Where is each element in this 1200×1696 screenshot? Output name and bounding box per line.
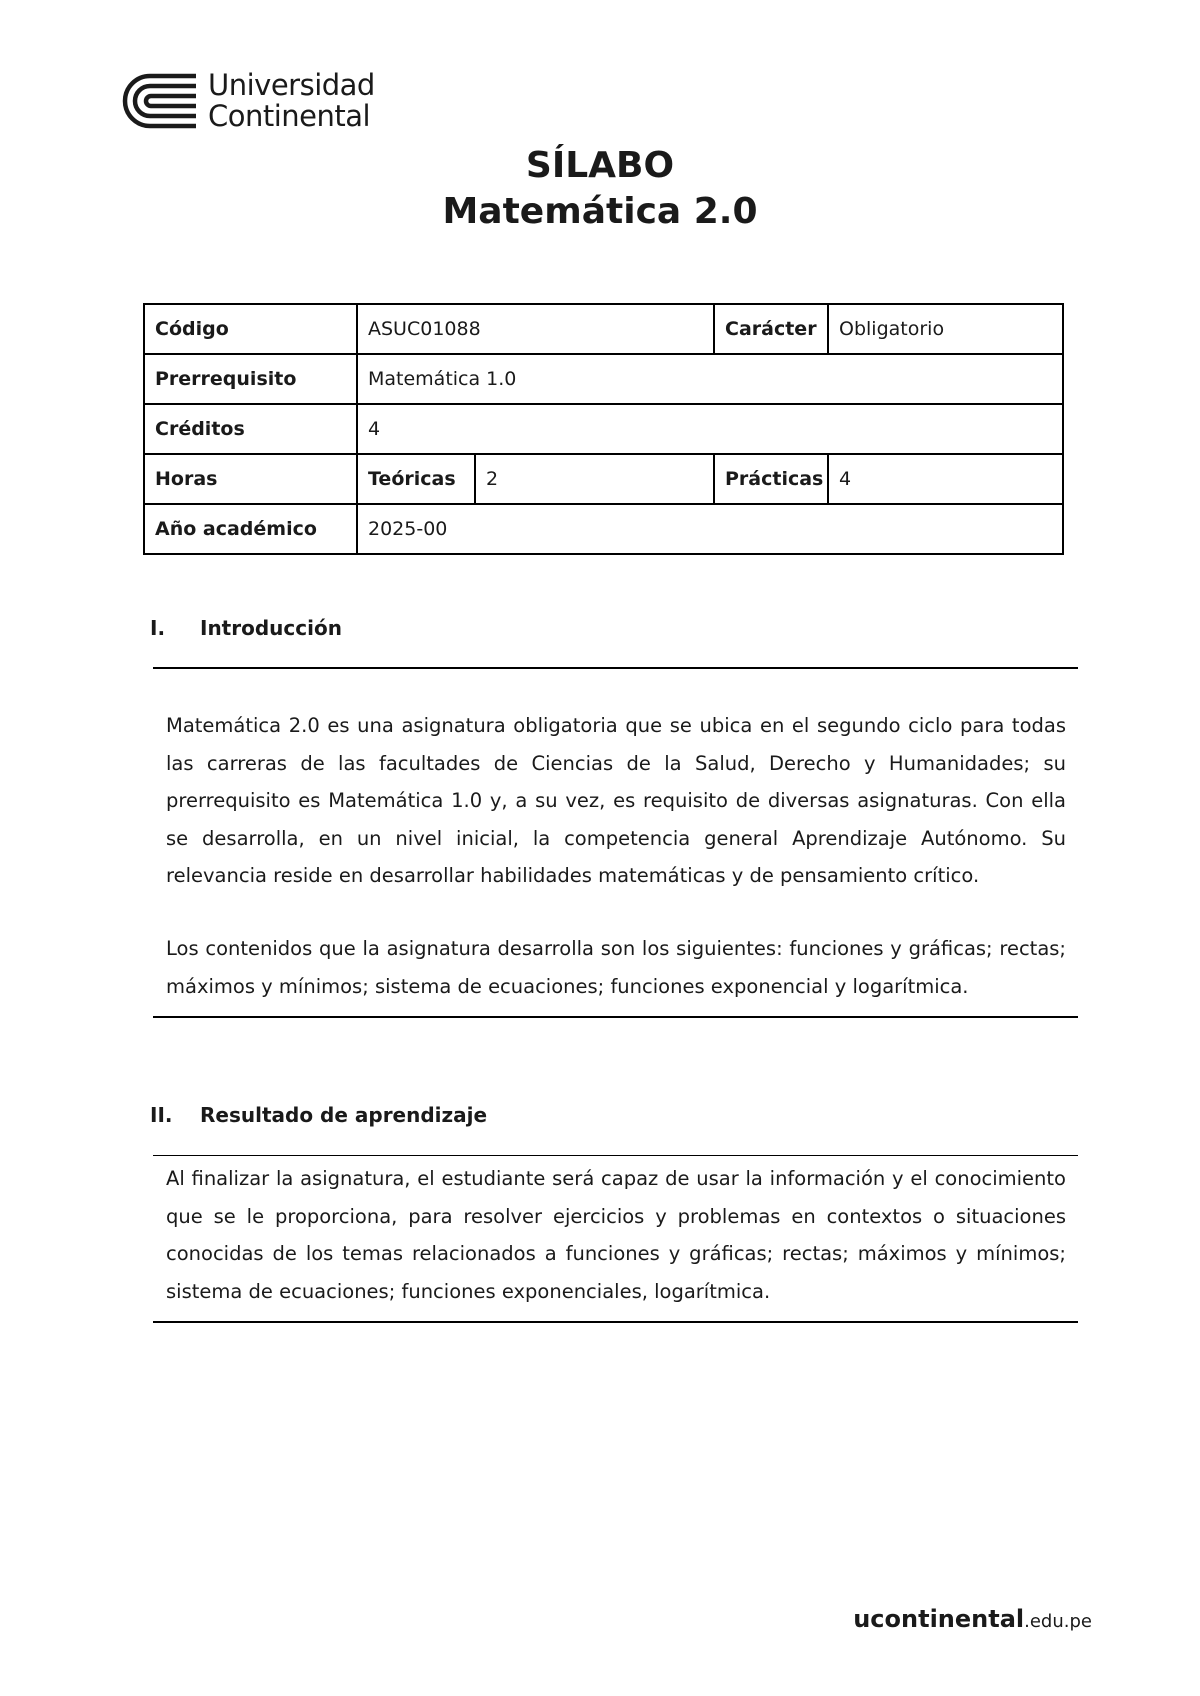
table-row xyxy=(144,504,1063,554)
caracter-label: Carácter xyxy=(714,304,828,354)
section-1-bottom-rule xyxy=(153,1016,1078,1018)
caracter-value: Obligatorio xyxy=(828,304,1063,354)
prerrequisito-value: Matemática 1.0 xyxy=(357,354,1063,404)
teoricas-label: Teóricas xyxy=(357,454,475,504)
section-2-title: Resultado de aprendizaje xyxy=(200,1103,488,1127)
document-title-block xyxy=(0,143,1200,235)
section-1-number: I. xyxy=(150,616,166,640)
footer-website xyxy=(853,1605,1092,1633)
horas-label: Horas xyxy=(144,454,357,504)
footer-domain: ucontinental xyxy=(853,1605,1025,1633)
course-name: Matemática 2.0 xyxy=(442,191,758,232)
section-2-bottom-rule xyxy=(153,1321,1078,1323)
practicas-label: Prácticas xyxy=(714,454,828,504)
prerrequisito-label: Prerrequisito xyxy=(144,354,357,404)
creditos-label: Créditos xyxy=(144,404,357,454)
section-1-title: Introducción xyxy=(200,616,342,640)
logo-line-1: Universidad xyxy=(208,68,375,102)
section-2-number: II. xyxy=(150,1103,173,1127)
section-1-paragraph-1: Matemática 2.0 es una asignatura obligatoria que se ubica en el segundo ciclo para todas las carreras de las facultades de Ciencias de la Salud, Derecho y Humanidades; su prerrequisito es Matemática 1.0 y, a su vez, es requisito de diversas asignaturas. Con ella se desarrolla, en un nivel inicial, la competencia general Aprendizaje Autónomo. Su relevancia reside en desarrollar habilidades matemáticas y de pensamiento crítico. xyxy=(166,714,1066,887)
table-row xyxy=(144,304,1063,354)
university-logo xyxy=(120,70,375,132)
section-1-top-rule xyxy=(153,667,1078,669)
course-info-table xyxy=(143,303,1064,555)
section-2-top-rule xyxy=(153,1155,1078,1156)
table-row xyxy=(144,404,1063,454)
codigo-value: ASUC01088 xyxy=(357,304,714,354)
codigo-label: Código xyxy=(144,304,357,354)
teoricas-value: 2 xyxy=(475,454,714,504)
section-2-heading xyxy=(150,1103,487,1127)
universidad-continental-logo-icon xyxy=(120,71,198,131)
creditos-value: 4 xyxy=(357,404,1063,454)
anio-label: Año académico xyxy=(144,504,357,554)
logo-line-2: Continental xyxy=(208,99,371,133)
anio-value: 2025-00 xyxy=(357,504,1063,554)
document-title: SÍLABO xyxy=(525,145,675,186)
practicas-value: 4 xyxy=(828,454,1063,504)
table-row xyxy=(144,354,1063,404)
table-row xyxy=(144,454,1063,504)
section-2-paragraph: Al finalizar la asignatura, el estudiante será capaz de usar la información y el conocimiento que se le proporciona, para resolver ejercicios y problemas en contextos o situaciones conocidas de los temas relacionados a funciones y gráficas; rectas; máximos y mínimos; sistema de ecuaciones; funciones exponenciales, logarítmica. xyxy=(166,1167,1066,1303)
section-1-heading xyxy=(150,616,342,640)
footer-domain-suffix: .edu.pe xyxy=(1024,1611,1092,1632)
logo-wordmark xyxy=(208,70,375,132)
section-1-paragraph-2: Los contenidos que la asignatura desarrolla son los siguientes: funciones y gráficas; rectas; máximos y mínimos; sistema de ecuaciones; funciones exponencial y logarítmica. xyxy=(166,937,1066,998)
